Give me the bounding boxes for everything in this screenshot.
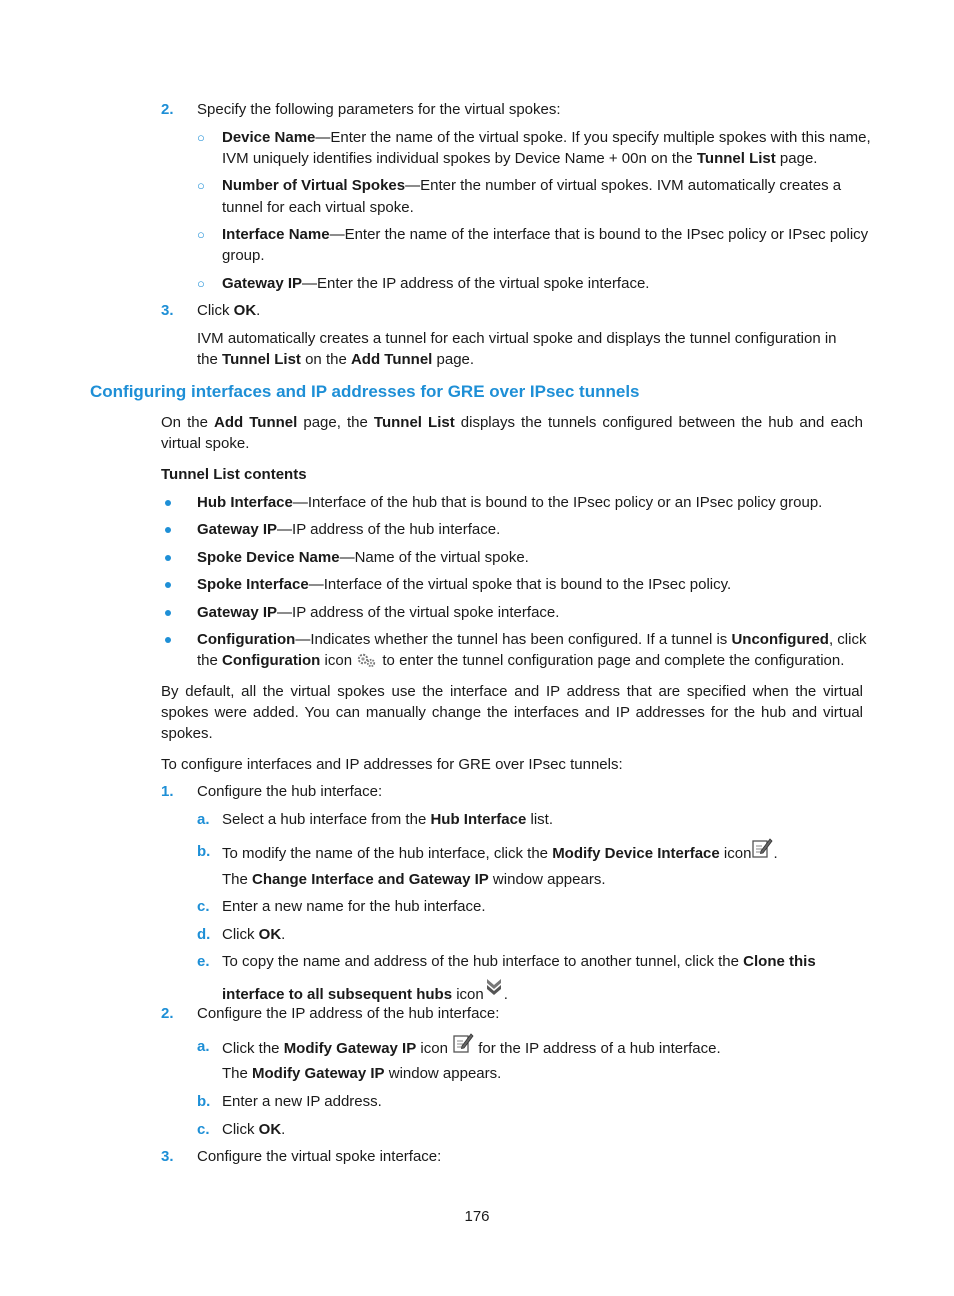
- substep-part: .: [773, 845, 778, 862]
- bullet-dot-icon: [165, 610, 171, 616]
- paragraph-line: spokes were added. You can manually change the interfaces and IP addresses for the hub and virtual: [161, 704, 863, 721]
- desc-bold: Tunnel List: [222, 351, 301, 368]
- substep-text: Enter a new IP address.: [222, 1093, 382, 1110]
- paragraph-line: By default, all the virtual spokes use the interface and IP address that are specified when the virtual: [161, 683, 863, 700]
- substep-part: .: [503, 986, 508, 1003]
- substep-desc: [222, 1064, 501, 1084]
- param-text: —Enter the IP address of the virtual spoke interface.: [302, 275, 650, 292]
- bullet-text: icon: [320, 652, 357, 669]
- step-text: Configure the IP address of the hub interface:: [197, 1005, 500, 1022]
- substep-part: .: [281, 1121, 286, 1138]
- param-line: [222, 274, 649, 294]
- step-text-part: .: [256, 302, 261, 319]
- bullet-item: [197, 603, 559, 623]
- step-bold: OK: [233, 302, 257, 319]
- param-text: IVM uniquely identifies individual spokes by Device Name + 00n on the: [222, 150, 697, 167]
- bullet-term: Configuration: [197, 631, 296, 648]
- substep-bold: Modify Device Interface: [552, 845, 720, 862]
- section-heading: Configuring interfaces and IP addresses for GRE over IPsec tunnels: [90, 382, 640, 401]
- param-text: —Enter the name of the interface that is bound to the IPsec policy or IPsec policy: [329, 226, 869, 243]
- substep-bold: Modify Gateway IP: [283, 1040, 417, 1057]
- substep-part: icon: [719, 845, 752, 862]
- intro-bold: Tunnel List: [373, 414, 455, 431]
- desc-bold: Change Interface and Gateway IP: [252, 871, 489, 888]
- bullet-bold: Unconfigured: [731, 631, 829, 648]
- edit-icon: [751, 836, 773, 860]
- substep-text: [222, 925, 285, 945]
- bullet-text: —Interface of the hub that is bound to the IPsec policy or an IPsec policy group.: [292, 494, 823, 511]
- step-text: Specify the following parameters for the virtual spokes:: [197, 101, 561, 118]
- substep-desc: [222, 870, 606, 890]
- param-text: —Enter the number of virtual spokes. IVM automatically creates a: [405, 177, 842, 194]
- substep-bold: Clone this: [743, 953, 816, 970]
- intro-bold: Add Tunnel: [214, 414, 298, 431]
- substep-text: [222, 810, 553, 830]
- bullet-dot-icon: [165, 500, 171, 506]
- bullet-term: Spoke Device Name: [197, 549, 340, 566]
- substep-part: Click the: [222, 1040, 284, 1057]
- step-number: 2.: [161, 1005, 174, 1022]
- bullet-text: to enter the tunnel configuration page and complete the configuration.: [378, 652, 845, 669]
- step-desc: IVM automatically creates a tunnel for each virtual spoke and displays the tunnel configuration in: [197, 330, 837, 347]
- bullet-term: Spoke Interface: [197, 576, 309, 593]
- param-line: [222, 128, 871, 148]
- edit-icon: [452, 1031, 474, 1055]
- bullet-term: Gateway IP: [197, 521, 278, 538]
- substep-text: [222, 952, 816, 972]
- bullet-dot-icon: [165, 637, 171, 643]
- step-text: [197, 301, 260, 321]
- circle-bullet-icon: ○: [197, 276, 205, 291]
- desc-part: window appears.: [488, 871, 606, 888]
- step-text: Configure the hub interface:: [197, 783, 383, 800]
- circle-bullet-icon: ○: [197, 178, 205, 193]
- step-number: 3.: [161, 302, 174, 319]
- substep-part: To modify the name of the hub interface, click the: [222, 845, 553, 862]
- substep-letter: c.: [197, 898, 210, 915]
- bullet-item: [197, 630, 866, 650]
- param-line: [222, 149, 817, 169]
- step-number: 2.: [161, 101, 174, 118]
- bullet-text: —Name of the virtual spoke.: [339, 549, 529, 566]
- bullet-dot-icon: [165, 555, 171, 561]
- param-line: group.: [222, 247, 265, 264]
- param-term: Number of Virtual Spokes: [222, 177, 406, 194]
- param-line: [222, 225, 868, 245]
- bullet-term: Hub Interface: [197, 494, 293, 511]
- desc-bold: Add Tunnel: [350, 351, 433, 368]
- substep-text: [222, 1031, 721, 1064]
- substep-letter: b.: [197, 843, 211, 860]
- substep-part: Click: [222, 926, 259, 943]
- paragraph-line: To configure interfaces and IP addresses for GRE over IPsec tunnels:: [161, 756, 623, 773]
- desc-part: window appears.: [384, 1065, 502, 1082]
- bullet-text: —Indicates whether the tunnel has been configured. If a tunnel is: [295, 631, 732, 648]
- bullet-item: [197, 548, 529, 568]
- desc-part: the: [197, 351, 223, 368]
- desc-part: The: [222, 1065, 253, 1082]
- gear-icon: [356, 653, 378, 669]
- step-desc: [197, 350, 474, 370]
- bullet-text: , click: [828, 631, 867, 648]
- desc-part: on the: [300, 351, 351, 368]
- subheading: Tunnel List contents: [161, 466, 307, 483]
- substep-part: Click: [222, 1121, 259, 1138]
- param-line: [222, 176, 841, 196]
- substep-bold: OK: [258, 1121, 282, 1138]
- substep-part: To copy the name and address of the hub interface to another tunnel, click the: [222, 953, 744, 970]
- bullet-item: [197, 520, 500, 540]
- substep-bold: OK: [258, 926, 282, 943]
- param-line: tunnel for each virtual spoke.: [222, 199, 414, 216]
- step-text-part: Click: [197, 302, 234, 319]
- substep-part: icon: [416, 1040, 453, 1057]
- desc-bold: Modify Gateway IP: [252, 1065, 385, 1082]
- param-term: Gateway IP: [222, 275, 303, 292]
- bullet-text: —Interface of the virtual spoke that is bound to the IPsec policy.: [308, 576, 732, 593]
- intro-line: virtual spoke.: [161, 435, 250, 452]
- intro-part: displays the tunnels configured between the hub and each: [454, 414, 863, 431]
- bullet-text: —IP address of the virtual spoke interface.: [277, 604, 560, 621]
- param-term: Device Name: [222, 129, 316, 146]
- bullet-term: Gateway IP: [197, 604, 278, 621]
- param-bold: Tunnel List: [696, 150, 776, 167]
- param-text: page.: [775, 150, 818, 167]
- substep-letter: a.: [197, 811, 210, 828]
- substep-text: [222, 836, 778, 869]
- bullet-dot-icon: [165, 527, 171, 533]
- substep-letter: d.: [197, 926, 211, 943]
- substep-part: .: [281, 926, 286, 943]
- substep-bold: interface to all subsequent hubs: [222, 986, 453, 1003]
- clone-down-icon: [484, 977, 504, 997]
- substep-part: icon: [452, 986, 484, 1003]
- step-number: 3.: [161, 1148, 174, 1165]
- paragraph-line: spokes.: [161, 725, 213, 742]
- intro-part: On the: [161, 414, 215, 431]
- substep-bold: Hub Interface: [430, 811, 527, 828]
- bullet-text: the: [197, 652, 223, 669]
- desc-part: page.: [432, 351, 475, 368]
- step-text: Configure the virtual spoke interface:: [197, 1148, 442, 1165]
- bullet-text: —IP address of the hub interface.: [277, 521, 501, 538]
- page-number: 176: [464, 1208, 490, 1225]
- substep-part: Select a hub interface from the: [222, 811, 431, 828]
- bullet-bold: Configuration: [222, 652, 321, 669]
- substep-text: [222, 1120, 285, 1140]
- substep-letter: e.: [197, 953, 210, 970]
- substep-letter: b.: [197, 1093, 211, 1110]
- intro-part: page, the: [297, 414, 374, 431]
- param-term: Interface Name: [222, 226, 330, 243]
- step-number: 1.: [161, 783, 174, 800]
- substep-part: list.: [526, 811, 553, 828]
- substep-text: Enter a new name for the hub interface.: [222, 898, 486, 915]
- bullet-item: [197, 493, 822, 513]
- bullet-item: [197, 651, 844, 671]
- substep-letter: c.: [197, 1121, 210, 1138]
- circle-bullet-icon: ○: [197, 227, 205, 242]
- desc-part: The: [222, 871, 253, 888]
- bullet-item: [197, 575, 731, 595]
- param-text: —Enter the name of the virtual spoke. If you specify multiple spokes with this name,: [315, 129, 871, 146]
- intro-line: [161, 413, 863, 433]
- substep-part: for the IP address of a hub interface.: [474, 1040, 721, 1057]
- circle-bullet-icon: ○: [197, 130, 205, 145]
- substep-text: [222, 977, 508, 1005]
- substep-letter: a.: [197, 1038, 210, 1055]
- bullet-dot-icon: [165, 582, 171, 588]
